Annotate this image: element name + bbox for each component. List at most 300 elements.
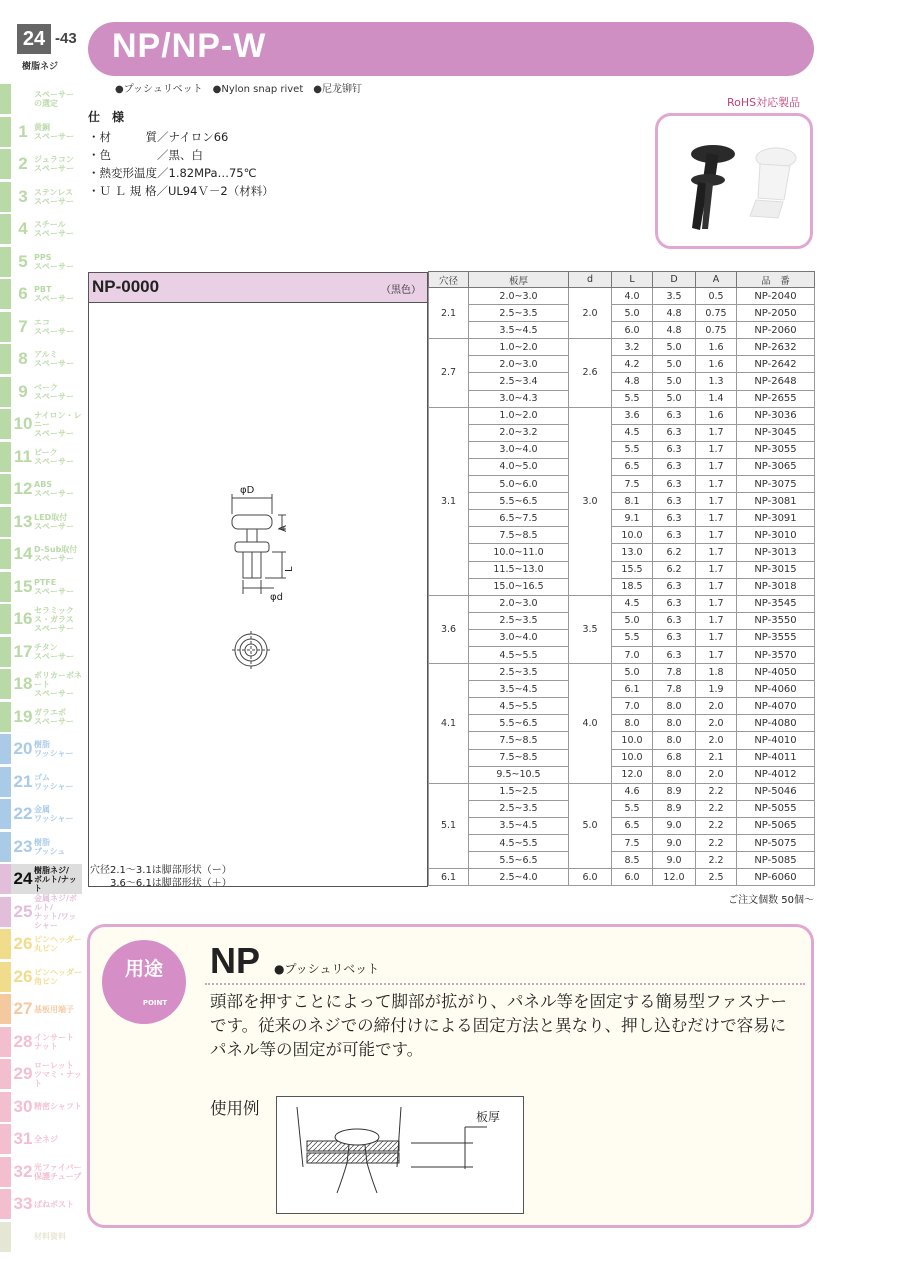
table-row <box>429 458 815 475</box>
part-number-cell: NP-5055 <box>737 800 815 817</box>
A-cell: 0.75 <box>696 305 737 322</box>
D-cell: 6.2 <box>653 544 696 561</box>
L-cell: 5.0 <box>612 305 653 322</box>
sidebar-item-number: 22 <box>13 804 33 823</box>
L-cell: 5.5 <box>612 800 653 817</box>
table-row <box>429 578 815 595</box>
sidebar-color-strip <box>0 1189 11 1219</box>
d-cell: 6.0 <box>569 869 612 886</box>
sidebar-item-number: 11 <box>14 446 32 466</box>
sidebar-color-strip <box>0 182 11 212</box>
part-number-cell: NP-3055 <box>737 441 815 458</box>
sidebar-item-label: インサート ナット <box>34 1032 74 1051</box>
sidebar-item[interactable] <box>0 344 82 374</box>
sidebar-item-number: 13 <box>13 511 33 531</box>
sidebar-item-label: スチール スペーサー <box>34 220 74 238</box>
thickness-cell: 2.0~3.0 <box>469 288 569 305</box>
dim-phid: φd <box>270 592 283 603</box>
sidebar-item-label: スペーサー の選定 <box>34 90 74 108</box>
table-row <box>429 510 815 527</box>
L-cell: 3.6 <box>612 407 653 424</box>
product-color: （黒色） <box>381 285 421 296</box>
sidebar-item-number: 19 <box>13 706 33 726</box>
page-subtitle: ●プッシュリベット ●Nylon snap rivet ●尼龙铆钉 <box>115 84 362 95</box>
sidebar-item-label: 基板用端子 <box>34 1004 74 1014</box>
sidebar-item[interactable] <box>0 1059 82 1089</box>
A-cell: 1.7 <box>696 646 737 663</box>
d-cell: 3.0 <box>569 407 612 595</box>
sidebar-item-label: ステンレス スペーサー <box>34 187 74 206</box>
sidebar-item[interactable] <box>0 279 82 309</box>
sidebar-item-label: ピーク スペーサー <box>34 447 74 466</box>
L-cell: 5.5 <box>612 390 653 407</box>
thickness-cell: 2.0~3.0 <box>469 595 569 612</box>
D-cell: 8.9 <box>653 783 696 800</box>
sidebar-item-label: ナイロン・レニー スペーサー <box>34 410 82 438</box>
D-cell: 6.3 <box>653 595 696 612</box>
sidebar-item[interactable] <box>0 507 82 537</box>
thickness-cell: 2.5~3.5 <box>469 612 569 629</box>
D-cell: 8.0 <box>653 732 696 749</box>
part-number-cell: NP-2648 <box>737 373 815 390</box>
section-name: 樹脂ネジ <box>22 62 59 72</box>
L-cell: 7.0 <box>612 646 653 663</box>
table-row <box>429 493 815 510</box>
L-cell: 4.0 <box>612 288 653 305</box>
sidebar-item[interactable] <box>0 799 82 829</box>
table-row <box>429 339 815 356</box>
sidebar-item-label: 全ネジ <box>34 1134 58 1144</box>
A-cell: 1.7 <box>696 578 737 595</box>
sidebar-color-strip <box>0 604 11 634</box>
sidebar-item-label: ベーク スペーサー <box>34 382 74 401</box>
D-cell: 8.0 <box>653 698 696 715</box>
sidebar-item[interactable] <box>0 1189 82 1219</box>
sidebar-item[interactable] <box>0 669 82 699</box>
part-number-cell: NP-4050 <box>737 664 815 681</box>
page-title: NP/NP-W <box>112 27 267 65</box>
sidebar-item-label: ABS スペーサー <box>34 480 74 498</box>
sidebar-item[interactable] <box>0 994 82 1024</box>
table-row <box>429 390 815 407</box>
spec-heading: 仕 様 <box>88 110 125 124</box>
table-row <box>429 561 815 578</box>
sidebar-item[interactable] <box>0 734 82 764</box>
sidebar-item-number: 12 <box>13 479 33 498</box>
part-number-cell: NP-5085 <box>737 852 815 869</box>
table-row <box>429 817 815 834</box>
hole-diameter-cell: 2.1 <box>429 288 469 339</box>
A-cell: 2.0 <box>696 766 737 783</box>
D-cell: 6.3 <box>653 612 696 629</box>
L-cell: 5.5 <box>612 629 653 646</box>
A-cell: 1.7 <box>696 612 737 629</box>
sidebar-item-label: PBT スペーサー <box>34 285 74 303</box>
D-cell: 3.5 <box>653 288 696 305</box>
A-cell: 1.7 <box>696 493 737 510</box>
page-number-badge <box>17 24 77 56</box>
sidebar-item-label: 黄銅 スペーサー <box>34 122 74 141</box>
thickness-cell: 2.5~3.5 <box>469 305 569 322</box>
sidebar-item-label: LED取付 スペーサー <box>34 512 74 531</box>
L-cell: 6.0 <box>612 322 653 339</box>
table-row <box>429 749 815 766</box>
thickness-cell: 5.0~6.0 <box>469 476 569 493</box>
sidebar-item[interactable] <box>0 1157 82 1187</box>
thickness-cell: 4.0~5.0 <box>469 458 569 475</box>
part-number-cell: NP-5046 <box>737 783 815 800</box>
sidebar-item-label: 金属ネジ/ボルト/ ナット/ワッシャー <box>34 893 77 930</box>
L-cell: 9.1 <box>612 510 653 527</box>
product-photo <box>655 113 813 249</box>
sidebar-color-strip <box>0 442 11 472</box>
table-row <box>429 476 815 493</box>
thickness-cell: 2.5~3.4 <box>469 373 569 390</box>
L-cell: 8.1 <box>612 493 653 510</box>
sidebar-color-strip <box>0 247 11 277</box>
part-number-cell: NP-5075 <box>737 835 815 852</box>
D-cell: 6.3 <box>653 424 696 441</box>
sidebar-color-strip <box>0 929 11 959</box>
sidebar-item[interactable] <box>0 84 82 114</box>
part-number-cell: NP-3045 <box>737 424 815 441</box>
spec-line: ・材 質／ナイロン66 <box>88 130 229 144</box>
sidebar-color-strip <box>0 864 11 894</box>
sidebar-item-number: 5 <box>18 251 28 271</box>
sidebar-item-label: アルミ スペーサー <box>34 350 74 368</box>
thickness-cell: 6.5~7.5 <box>469 510 569 527</box>
sidebar-item-number: 33 <box>13 1194 33 1213</box>
table-row <box>429 373 815 390</box>
sidebar-color-strip <box>0 1222 11 1252</box>
sidebar-item[interactable] <box>0 962 82 992</box>
thickness-cell: 15.0~16.5 <box>469 578 569 595</box>
D-cell: 6.3 <box>653 476 696 493</box>
L-cell: 6.5 <box>612 817 653 834</box>
sidebar-item-label: ローレット ツマミ・ナット <box>34 1060 82 1088</box>
D-cell: 6.3 <box>653 441 696 458</box>
sidebar-item[interactable] <box>0 117 82 147</box>
sidebar-item[interactable] <box>0 1222 82 1252</box>
L-cell: 4.2 <box>612 356 653 373</box>
A-cell: 2.0 <box>696 732 737 749</box>
usage-badge <box>102 940 186 1024</box>
table-row <box>429 595 815 612</box>
sidebar-color-strip <box>0 312 11 342</box>
part-number-cell: NP-3091 <box>737 510 815 527</box>
rohs-label: RoHS対応製品 <box>727 96 801 109</box>
thickness-cell: 3.0~4.0 <box>469 629 569 646</box>
table-row <box>429 288 815 305</box>
part-number-cell: NP-4012 <box>737 766 815 783</box>
table-row <box>429 835 815 852</box>
sidebar-item-label: 材料資料 <box>34 1232 66 1241</box>
A-cell: 2.2 <box>696 783 737 800</box>
A-cell: 2.2 <box>696 800 737 817</box>
D-cell: 6.3 <box>653 629 696 646</box>
d-cell: 2.6 <box>569 339 612 407</box>
L-cell: 6.1 <box>612 681 653 698</box>
sidebar-item-number: 25 <box>13 901 33 921</box>
col-header: 板厚 <box>469 272 569 288</box>
L-cell: 4.5 <box>612 595 653 612</box>
thickness-cell: 4.5~5.5 <box>469 646 569 663</box>
sidebar-item-label: PTFE スペーサー <box>34 577 74 596</box>
thickness-cell: 2.5~3.5 <box>469 664 569 681</box>
part-number-cell: NP-4011 <box>737 749 815 766</box>
sidebar-item[interactable] <box>0 539 82 569</box>
A-cell: 1.7 <box>696 544 737 561</box>
table-row <box>429 527 815 544</box>
thickness-cell: 10.0~11.0 <box>469 544 569 561</box>
sidebar-item[interactable] <box>0 1092 82 1122</box>
part-number-cell: NP-3075 <box>737 476 815 493</box>
part-number-cell: NP-3065 <box>737 458 815 475</box>
usage-subtitle: ●プッシュリベット <box>274 962 380 976</box>
sidebar-item-number: 2 <box>18 154 28 173</box>
sidebar-color-strip <box>0 669 11 699</box>
sidebar-item-label: 樹脂 ワッシャー <box>34 740 74 758</box>
spec-line: ・熱変形温度／1.82MPa…75℃ <box>88 166 257 180</box>
sidebar-item[interactable] <box>0 312 82 342</box>
sidebar-item[interactable] <box>0 929 82 959</box>
table-row <box>429 305 815 322</box>
A-cell: 2.0 <box>696 698 737 715</box>
thickness-cell: 1.0~2.0 <box>469 339 569 356</box>
sidebar-item-number: 30 <box>13 1096 33 1116</box>
thickness-cell: 2.5~4.0 <box>469 869 569 886</box>
sidebar-item[interactable] <box>0 474 82 504</box>
sidebar-item[interactable] <box>0 832 82 862</box>
L-cell: 4.5 <box>612 424 653 441</box>
L-cell: 4.6 <box>612 783 653 800</box>
sidebar-item[interactable] <box>0 409 82 439</box>
sidebar-color-strip <box>0 84 11 114</box>
sidebar-item-label: 樹脂ネジ/ ボルト/ナット <box>34 865 77 893</box>
sidebar-color-strip <box>0 1157 11 1187</box>
D-cell: 6.2 <box>653 561 696 578</box>
spec-list <box>88 108 274 200</box>
A-cell: 1.7 <box>696 476 737 493</box>
table-row <box>429 629 815 646</box>
thickness-label: 板厚 <box>476 1110 501 1124</box>
table-row <box>429 356 815 373</box>
A-cell: 1.7 <box>696 441 737 458</box>
D-cell: 5.0 <box>653 390 696 407</box>
thickness-cell: 7.5~8.5 <box>469 732 569 749</box>
sidebar-color-strip <box>0 377 11 407</box>
sidebar-item-number: 32 <box>13 1161 33 1181</box>
table-row <box>429 664 815 681</box>
sidebar-item-number: 7 <box>18 316 28 336</box>
sidebar-item-number: 6 <box>18 284 28 303</box>
hole-diameter-cell: 3.6 <box>429 595 469 663</box>
sidebar-color-strip <box>0 994 11 1024</box>
D-cell: 6.3 <box>653 510 696 527</box>
product-header <box>88 272 428 303</box>
table-row <box>429 441 815 458</box>
sidebar-color-strip <box>0 539 11 569</box>
sidebar-color-strip <box>0 1092 11 1122</box>
D-cell: 7.8 <box>653 681 696 698</box>
sidebar-item-number: 21 <box>13 771 33 791</box>
part-number-cell: NP-2050 <box>737 305 815 322</box>
sidebar-color-strip <box>0 507 11 537</box>
part-number-cell: NP-2060 <box>737 322 815 339</box>
part-number-cell: NP-6060 <box>737 869 815 886</box>
d-cell: 2.0 <box>569 288 612 339</box>
D-cell: 7.8 <box>653 664 696 681</box>
sidebar-item[interactable] <box>0 767 82 797</box>
D-cell: 8.0 <box>653 715 696 732</box>
product-code: NP-0000 <box>92 277 160 296</box>
A-cell: 1.3 <box>696 373 737 390</box>
L-cell: 10.0 <box>612 732 653 749</box>
part-number-cell: NP-3570 <box>737 646 815 663</box>
A-cell: 1.7 <box>696 458 737 475</box>
sidebar-item[interactable] <box>0 247 82 277</box>
L-cell: 13.0 <box>612 544 653 561</box>
table-row <box>429 783 815 800</box>
sidebar-item-label: エコ スペーサー <box>34 317 74 336</box>
sidebar-color-strip <box>0 962 11 992</box>
usage-description: 頭部を押すことによって脚部が拡がり、パネル等を固定する簡易型ファスナーです。従来のネジでの締付けによる固定方法と異なり、押し込むだけで容易にパネル等の固定が可能です。 <box>210 992 787 1059</box>
A-cell: 2.2 <box>696 835 737 852</box>
col-header: 穴径 <box>429 272 469 288</box>
sidebar-item[interactable] <box>0 604 82 634</box>
L-cell: 7.0 <box>612 698 653 715</box>
sidebar-color-strip <box>0 1027 11 1057</box>
part-number-cell: NP-5065 <box>737 817 815 834</box>
A-cell: 1.4 <box>696 390 737 407</box>
sidebar-item-number: 26 <box>13 934 33 953</box>
sidebar-item-number: 31 <box>13 1129 33 1148</box>
sidebar-item[interactable] <box>0 442 82 472</box>
L-cell: 10.0 <box>612 527 653 544</box>
sidebar-item[interactable] <box>0 864 82 894</box>
part-number-cell: NP-4060 <box>737 681 815 698</box>
part-number-cell: NP-2040 <box>737 288 815 305</box>
col-header: L <box>612 272 653 288</box>
sidebar-item[interactable] <box>0 637 82 667</box>
A-cell: 1.7 <box>696 424 737 441</box>
D-cell: 12.0 <box>653 869 696 886</box>
L-cell: 5.5 <box>612 441 653 458</box>
sidebar-color-strip <box>0 637 11 667</box>
d-cell: 4.0 <box>569 664 612 784</box>
A-cell: 0.75 <box>696 322 737 339</box>
L-cell: 6.5 <box>612 458 653 475</box>
sidebar-item-label: ポリカーボネート スペーサー <box>34 670 82 698</box>
thickness-cell: 5.5~6.5 <box>469 852 569 869</box>
sidebar-item-number: 20 <box>13 739 33 758</box>
D-cell: 6.8 <box>653 749 696 766</box>
table-row <box>429 322 815 339</box>
sidebar-item-label: チタン スペーサー <box>34 642 74 661</box>
table-row <box>429 646 815 663</box>
part-number-cell: NP-3010 <box>737 527 815 544</box>
thickness-cell: 9.5~10.5 <box>469 766 569 783</box>
L-cell: 5.0 <box>612 612 653 629</box>
A-cell: 1.8 <box>696 664 737 681</box>
sidebar-item-label: ピンヘッダー 丸ピン <box>34 935 82 953</box>
thickness-cell: 1.5~2.5 <box>469 783 569 800</box>
col-header: d <box>569 272 612 288</box>
A-cell: 2.0 <box>696 715 737 732</box>
sidebar-item-label: 樹脂 ブッシュ <box>34 837 66 856</box>
sidebar-color-strip <box>0 702 11 732</box>
usage-badge-sub: POINT <box>142 999 168 1007</box>
sidebar-item[interactable] <box>0 572 82 602</box>
thickness-cell: 2.0~3.0 <box>469 356 569 373</box>
usage-badge-label: 用途 <box>124 958 163 980</box>
thickness-cell: 11.5~13.0 <box>469 561 569 578</box>
D-cell: 6.3 <box>653 493 696 510</box>
col-header: 品 番 <box>737 272 815 288</box>
part-number-cell: NP-4080 <box>737 715 815 732</box>
sidebar-item[interactable] <box>0 182 82 212</box>
L-cell: 3.2 <box>612 339 653 356</box>
thickness-cell: 7.5~8.5 <box>469 527 569 544</box>
footnote-leg-shape: 3.6～6.1は脚部形状（＋） <box>110 878 232 889</box>
sidebar-item[interactable] <box>0 893 82 930</box>
L-cell: 8.0 <box>612 715 653 732</box>
sidebar-item[interactable] <box>0 1027 82 1057</box>
A-cell: 0.5 <box>696 288 737 305</box>
thickness-cell: 4.5~5.5 <box>469 698 569 715</box>
sidebar-item-number: 8 <box>18 349 28 368</box>
dotted-divider <box>205 983 805 985</box>
D-cell: 6.3 <box>653 646 696 663</box>
sidebar-item-number: 3 <box>18 186 28 206</box>
A-cell: 1.7 <box>696 510 737 527</box>
part-number-cell: NP-3013 <box>737 544 815 561</box>
A-cell: 1.7 <box>696 561 737 578</box>
table-row <box>429 766 815 783</box>
sidebar-color-strip <box>0 767 11 797</box>
A-cell: 1.7 <box>696 629 737 646</box>
usage-title: NP <box>210 940 261 981</box>
spec-line: ・色 ／黒、白 <box>88 148 203 162</box>
part-number-cell: NP-3545 <box>737 595 815 612</box>
sidebar-item-number: 4 <box>18 219 28 238</box>
sidebar-color-strip <box>0 799 11 829</box>
D-cell: 5.0 <box>653 373 696 390</box>
D-cell: 9.0 <box>653 817 696 834</box>
sidebar-item-number: 14 <box>13 544 33 563</box>
thickness-cell: 3.5~4.5 <box>469 322 569 339</box>
sidebar-color-strip <box>0 409 11 439</box>
sidebar-item[interactable] <box>0 377 82 407</box>
sidebar-item[interactable] <box>0 214 82 244</box>
sidebar-color-strip <box>0 344 11 374</box>
D-cell: 6.3 <box>653 407 696 424</box>
D-cell: 9.0 <box>653 835 696 852</box>
sidebar-item[interactable] <box>0 149 82 179</box>
A-cell: 1.7 <box>696 527 737 544</box>
thickness-cell: 3.5~4.5 <box>469 681 569 698</box>
sidebar-item[interactable] <box>0 1124 82 1154</box>
dim-L: L <box>284 566 295 572</box>
sidebar-item[interactable] <box>0 702 82 732</box>
thickness-cell: 1.0~2.0 <box>469 407 569 424</box>
hole-diameter-cell: 5.1 <box>429 783 469 868</box>
thickness-cell: 3.0~4.3 <box>469 390 569 407</box>
sidebar-color-strip <box>0 1059 11 1089</box>
hole-diameter-cell: 2.7 <box>429 339 469 407</box>
part-number-cell: NP-3018 <box>737 578 815 595</box>
sidebar-item-label: セラミックス・ガラス スペーサー <box>34 605 74 633</box>
